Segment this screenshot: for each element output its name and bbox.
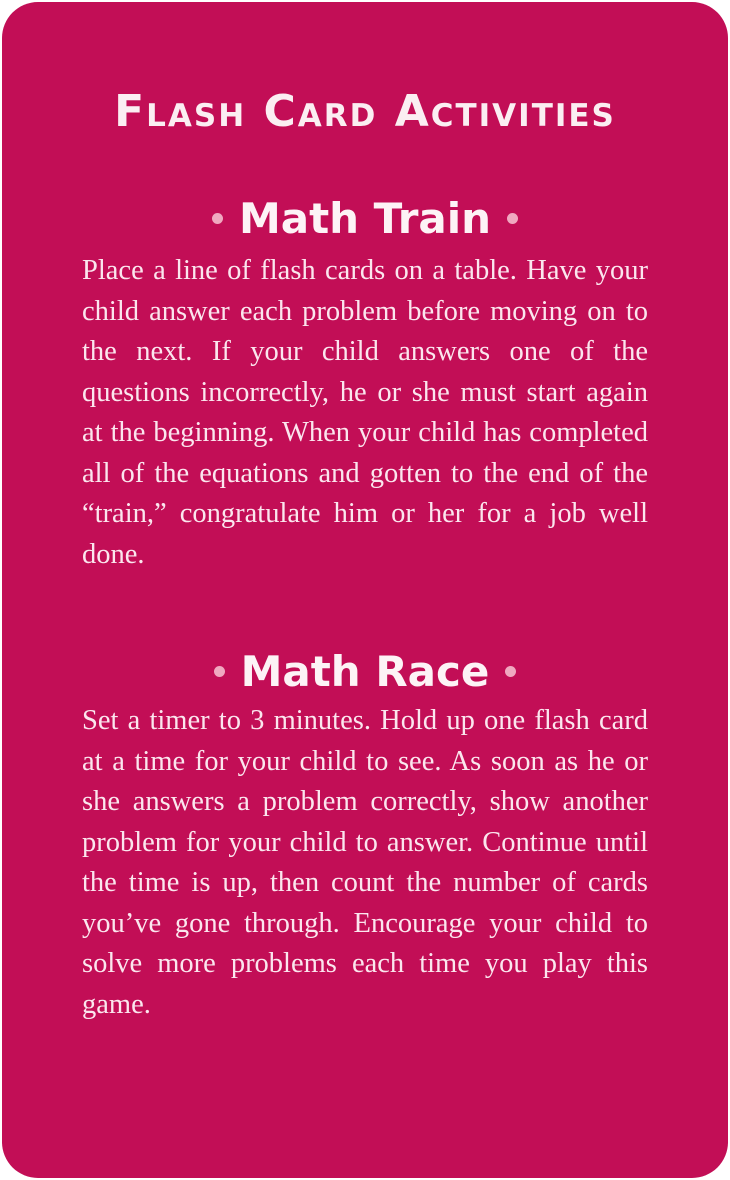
bullet-dot-icon bbox=[212, 213, 223, 224]
card-title: Flash Card Activities bbox=[114, 86, 616, 137]
section-heading-math-race bbox=[2, 647, 728, 696]
bullet-dot-icon bbox=[507, 213, 518, 224]
section-body-math-race: Set a timer to 3 minutes. Hold up one flash card at a time for your child to see. As soon as he or she answers a problem correctly, show another problem for your child to answer. Continue until the time is up, then count the number of cards you’ve gone through. Encourage your child to solve more problems each time you play this game. bbox=[82, 705, 648, 1020]
flash-card bbox=[2, 2, 728, 1178]
section-heading-math-train bbox=[2, 194, 728, 243]
bullet-dot-icon bbox=[214, 666, 225, 677]
section-heading-text: Math Race bbox=[240, 647, 490, 696]
section-heading-text: Math Train bbox=[238, 194, 492, 243]
bullet-dot-icon bbox=[505, 666, 516, 677]
section-body-math-train: Place a line of flash cards on a table. Have your child answer each problem before moving on to the next. If your child answers one of the questions incorrectly, he or she must start again at the beginning. When your child has completed all of the equations and gotten to the end of the “train,” congratulate him or her for a job well done. bbox=[82, 255, 648, 570]
